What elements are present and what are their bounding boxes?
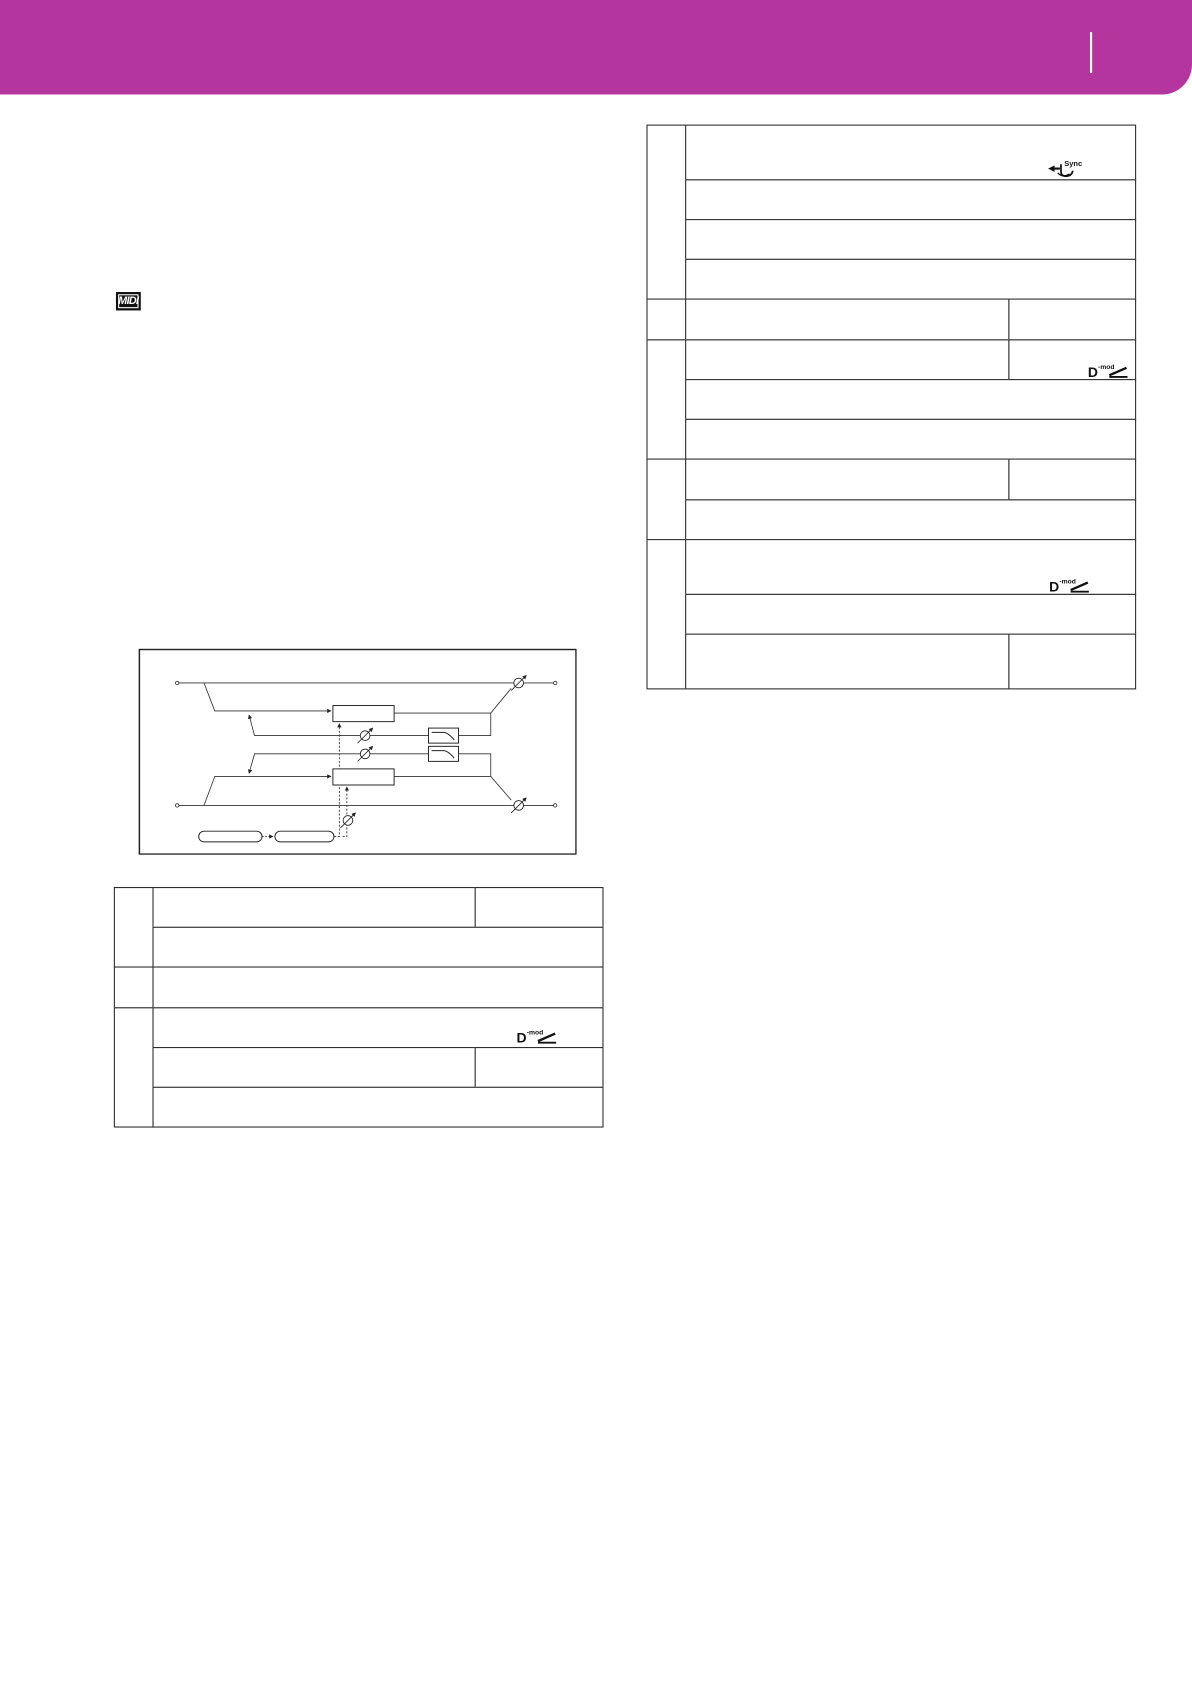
page-header-bar <box>0 0 1192 95</box>
svg-text:D: D <box>516 1029 527 1044</box>
table-value-cell <box>1008 299 1136 341</box>
table-cell <box>685 459 1009 501</box>
table-cell <box>685 499 1136 540</box>
table-label-cell <box>646 299 686 341</box>
table-value-cell <box>1008 634 1136 690</box>
table-cell <box>685 634 1009 690</box>
svg-text:D: D <box>1049 578 1060 593</box>
table-cell <box>685 419 1136 460</box>
svg-text:-mod: -mod <box>1059 578 1076 586</box>
damp-filter-icon <box>428 746 458 761</box>
output-terminal-r <box>553 804 556 807</box>
svg-text:-mod: -mod <box>1098 363 1115 371</box>
tempo-sync-icon <box>1047 159 1084 177</box>
table-cell <box>685 179 1136 220</box>
table-cell <box>685 379 1136 420</box>
table-label-cell <box>114 1007 154 1127</box>
table-cell <box>152 887 475 928</box>
table-label-cell <box>646 539 686 689</box>
table-label-cell <box>114 966 154 1008</box>
input-terminal-r <box>175 804 178 807</box>
table-cell <box>152 927 603 968</box>
table-cell <box>685 219 1136 260</box>
table-cell <box>685 539 1136 595</box>
table-cell <box>152 966 603 1008</box>
input-terminal-l <box>175 681 178 684</box>
table-cell <box>685 594 1136 635</box>
table-label-cell <box>646 125 686 300</box>
table-value-cell <box>475 1047 604 1088</box>
table-value-cell <box>475 887 604 928</box>
diagram-frame <box>139 649 576 854</box>
dmod-icon <box>517 1029 557 1044</box>
table-cell <box>685 259 1136 300</box>
table-label-cell <box>646 459 686 541</box>
damp-filter-icon <box>428 728 458 743</box>
table-cell <box>152 1087 603 1128</box>
dmod-icon <box>1088 363 1128 378</box>
dmod-icon <box>1049 578 1089 593</box>
table-cell <box>685 339 1009 380</box>
delay-block <box>333 706 394 722</box>
table-cell <box>152 1007 603 1048</box>
table-value-cell <box>1008 339 1136 380</box>
table-label-cell <box>114 887 154 968</box>
lfo-block <box>275 831 334 842</box>
output-terminal-l <box>553 681 556 684</box>
lfo-block <box>199 831 262 842</box>
effect-block-diagram <box>139 649 577 855</box>
table-label-cell <box>646 339 686 459</box>
header-divider <box>1090 32 1092 73</box>
delay-block <box>333 769 394 785</box>
midi-icon: MIDI <box>116 292 141 310</box>
table-cell <box>685 125 1136 181</box>
table-cell <box>152 1047 475 1088</box>
table-cell <box>685 299 1009 341</box>
svg-text:-mod: -mod <box>526 1029 544 1037</box>
svg-text:D: D <box>1087 363 1098 379</box>
svg-text:Sync: Sync <box>1064 158 1083 168</box>
table-value-cell <box>1008 459 1136 501</box>
